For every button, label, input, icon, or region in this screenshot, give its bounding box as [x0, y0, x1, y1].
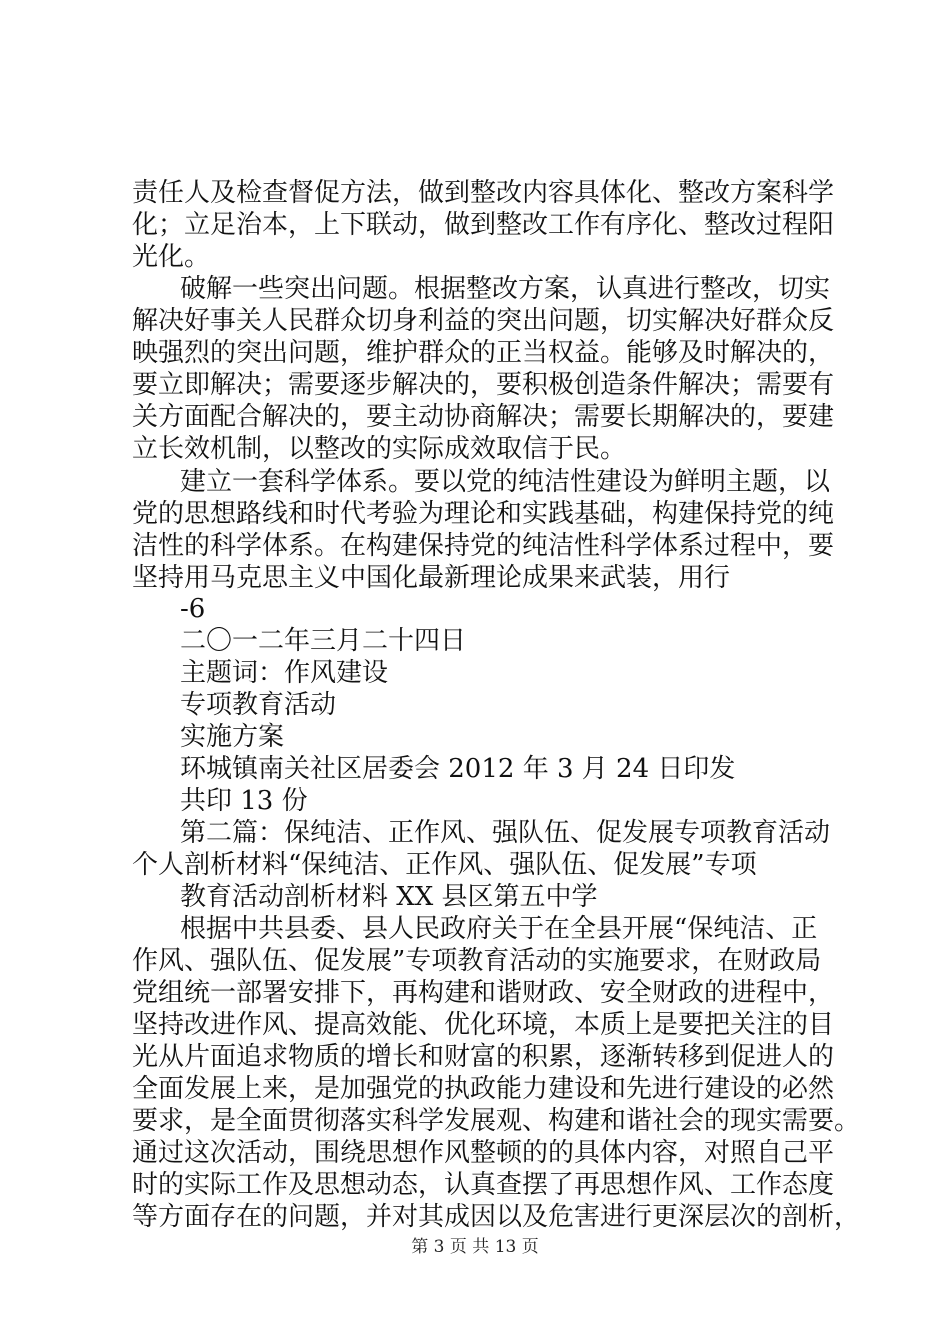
text-line: 坚持用马克思主义中国化最新理论成果来武装，用行	[132, 563, 731, 593]
text-line: 全面发展上来，是加强党的执政能力建设和先进行建设的必然	[132, 1074, 835, 1104]
text-line: 要求，是全面贯彻落实科学发展观、构建和谐社会的现实需要。	[132, 1106, 861, 1136]
text-line: 作风、强队伍、促发展”专项教育活动的实施要求，在财政局	[132, 946, 822, 976]
text-line: 建立一套科学体系。要以党的纯洁性建设为鲜明主题，以	[180, 467, 831, 497]
text-line: 等方面存在的问题，并对其成因以及危害进行更深层次的剖析，	[132, 1202, 861, 1232]
issuer-line: 环城镇南关社区居委会 2012 年 3 月 24 日印发	[180, 754, 736, 784]
section-heading-line: 个人剖析材料“保纯洁、正作风、强队伍、促发展”专项	[132, 850, 757, 880]
text-line: 立长效机制，以整改的实际成效取信于民。	[132, 434, 627, 464]
subject-keywords-line: 专项教育活动	[180, 690, 337, 720]
text-line: 破解一些突出问题。根据整改方案，认真进行整改，切实	[180, 274, 831, 304]
text-line: 党的思想路线和时代考验为理论和实践基础，构建保持党的纯	[132, 499, 835, 529]
text-line: 责任人及检查督促方法，做到整改内容具体化、整改方案科学	[132, 178, 835, 208]
subject-keywords-line: 实施方案	[180, 722, 285, 752]
text-line: 光化。	[132, 242, 211, 272]
text-line: 党组统一部署安排下，再构建和谐财政、安全财政的进程中，	[132, 978, 835, 1008]
text-line: 要立即解决；需要逐步解决的，要积极创造条件解决；需要有	[132, 370, 835, 400]
text-line: 关方面配合解决的，要主动协商解决；需要长期解决的，要建	[132, 402, 835, 432]
text-line: 时的实际工作及思想动态，认真查摆了再思想作风、工作态度	[132, 1170, 835, 1200]
page-footer: 第 3 页 共 13 页	[411, 1237, 539, 1257]
text-line: 映强烈的突出问题，维护群众的正当权益。能够及时解决的，	[132, 338, 835, 368]
text-line: 通过这次活动，围绕思想作风整顿的的具体内容，对照自己平	[132, 1138, 835, 1168]
text-line: 光从片面追求物质的增长和财富的积累，逐渐转移到促进人的	[132, 1042, 835, 1072]
text-line: 根据中共县委、县人民政府关于在全县开展“保纯洁、正	[180, 914, 818, 944]
print-count: 共印 13 份	[180, 786, 308, 816]
section-heading: 第二篇：保纯洁、正作风、强队伍、促发展专项教育活动	[180, 818, 831, 848]
section-heading-line: 教育活动剖析材料 XX 县区第五中学	[180, 882, 598, 912]
page-marker: -6	[180, 594, 206, 624]
text-line: 化；立足治本，上下联动，做到整改工作有序化、整改过程阳	[132, 210, 835, 240]
subject-keywords: 主题词：作风建设	[180, 658, 389, 688]
text-line: 解决好事关人民群众切身利益的突出问题，切实解决好群众反	[132, 306, 835, 336]
document-date: 二〇一二年三月二十四日	[180, 626, 467, 656]
text-line: 坚持改进作风、提高效能、优化环境，本质上是要把关注的目	[132, 1010, 835, 1040]
text-line: 洁性的科学体系。在构建保持党的纯洁性科学体系过程中，要	[132, 531, 835, 561]
